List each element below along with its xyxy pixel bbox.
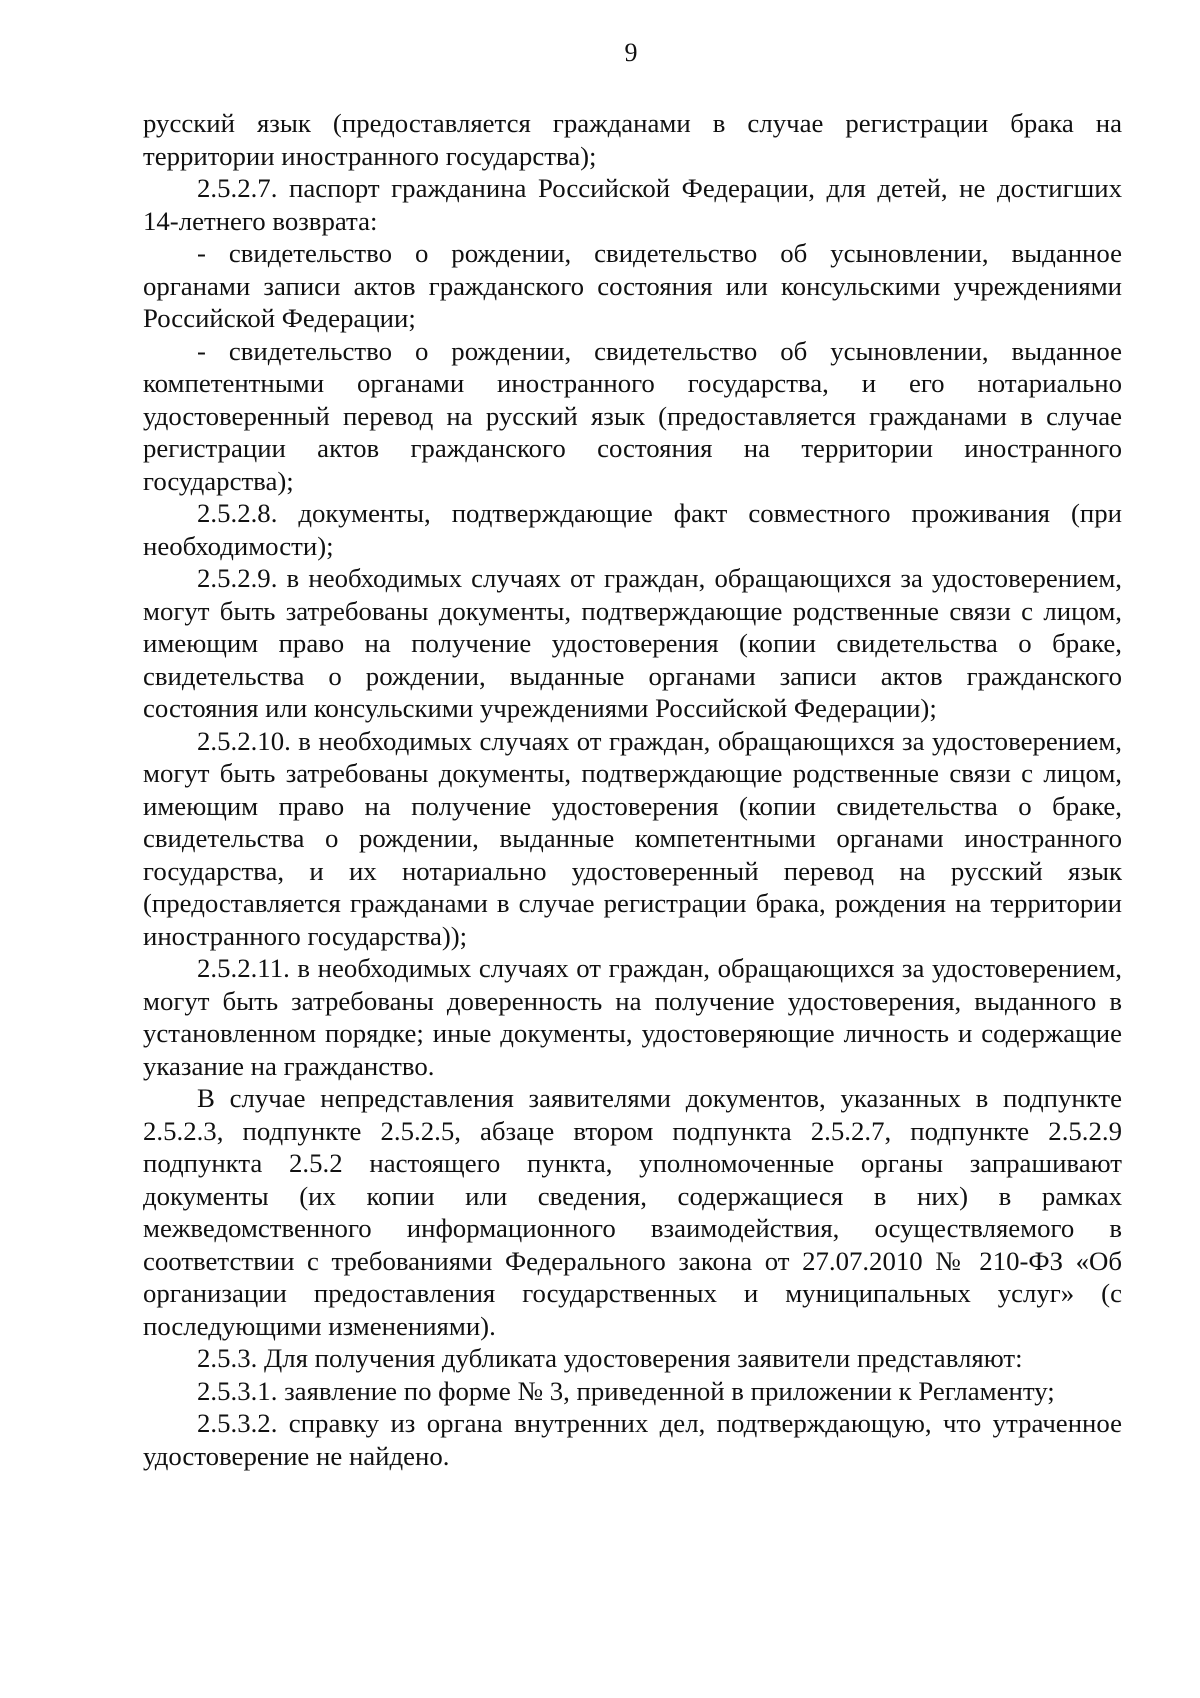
paragraph-2-5-2-10: 2.5.2.10. в необходимых случаях от граждан, обращающихся за удостоверением, могут быть затребованы документы, подтверждающие родственные связи с лицом, имеющим право на получение удостоверения (копии свидетельства о браке, свидетельства о рождении, выданные компетентными органами иностранного государства, и их нотариально удостоверенный перевод на русский язык (предоставляется гражданами в случае регистрации брака, рождения на территории иностранного государства)); [143, 725, 1122, 951]
paragraph-continuation: русский язык (предоставляется гражданами в случае регистрации брака на территории иностранного государства); [143, 108, 1122, 171]
document-body [143, 107, 1122, 1472]
paragraph-non-submission: В случае непредставления заявителями документов, указанных в подпункте 2.5.2.3, подпункте 2.5.2.5, абзаце втором подпункта 2.5.2.7, подпункте 2.5.2.9 подпункта 2.5.2 настоящего пункта, уполномоченные органы запрашивают документы (их копии или сведения, содержащиеся в них) в рамках межведомственного информационного взаимодействия, осуществляемого в соответствии с требованиями Федерального закона от 27.07.2010 № 210-ФЗ «Об организации предоставления государственных и муниципальных услуг» (с последующими изменениями). [143, 1083, 1122, 1341]
paragraph-2-5-3-2: 2.5.3.2. справку из органа внутренних дел, подтверждающую, что утраченное удостоверение не найдено. [143, 1408, 1122, 1471]
page-number: 9 [624, 38, 638, 67]
paragraph-2-5-2-8: 2.5.2.8. документы, подтверждающие факт совместного проживания (при необходимости); [143, 498, 1122, 561]
paragraph-2-5-3-1: 2.5.3.1. заявление по форме № 3, приведенной в приложении к Регламенту; [197, 1375, 1055, 1406]
paragraph-2-5-2-7: 2.5.2.7. паспорт гражданина Российской Федерации, для детей, не достигших 14-летнего возврата: [143, 173, 1122, 236]
paragraph-2-5-3: 2.5.3. Для получения дубликата удостоверения заявители представляют: [197, 1343, 1023, 1373]
paragraph-2-5-2-9: 2.5.2.9. в необходимых случаях от граждан, обращающихся за удостоверением, могут быть затребованы документы, подтверждающие родственные связи с лицом, имеющим право на получение удостоверения (копии свидетельства о браке, свидетельства о рождении, выданные органами записи актов гражданского состояния или консульскими учреждениями Российской Федерации); [143, 563, 1122, 723]
paragraph-birth-certificate-foreign: - свидетельство о рождении, свидетельство об усыновлении, выданное компетентными органами иностранного государства, и его нотариально удостоверенный перевод на русский язык (предоставляется гражданами в случае регистрации актов гражданского состояния на территории иностранного государства); [143, 335, 1122, 496]
paragraph-2-5-2-11: 2.5.2.11. в необходимых случаях от граждан, обращающихся за удостоверением, могут быть затребованы доверенность на получение удостоверения, выданного в установленном порядке; иные документы, удостоверяющие личность и содержащие указание на гражданство. [143, 953, 1122, 1081]
paragraph-birth-certificate-russia: - свидетельство о рождении, свидетельство об усыновлении, выданное органами записи актов гражданского состояния или консульскими учреждениями Российской Федерации; [143, 238, 1122, 333]
